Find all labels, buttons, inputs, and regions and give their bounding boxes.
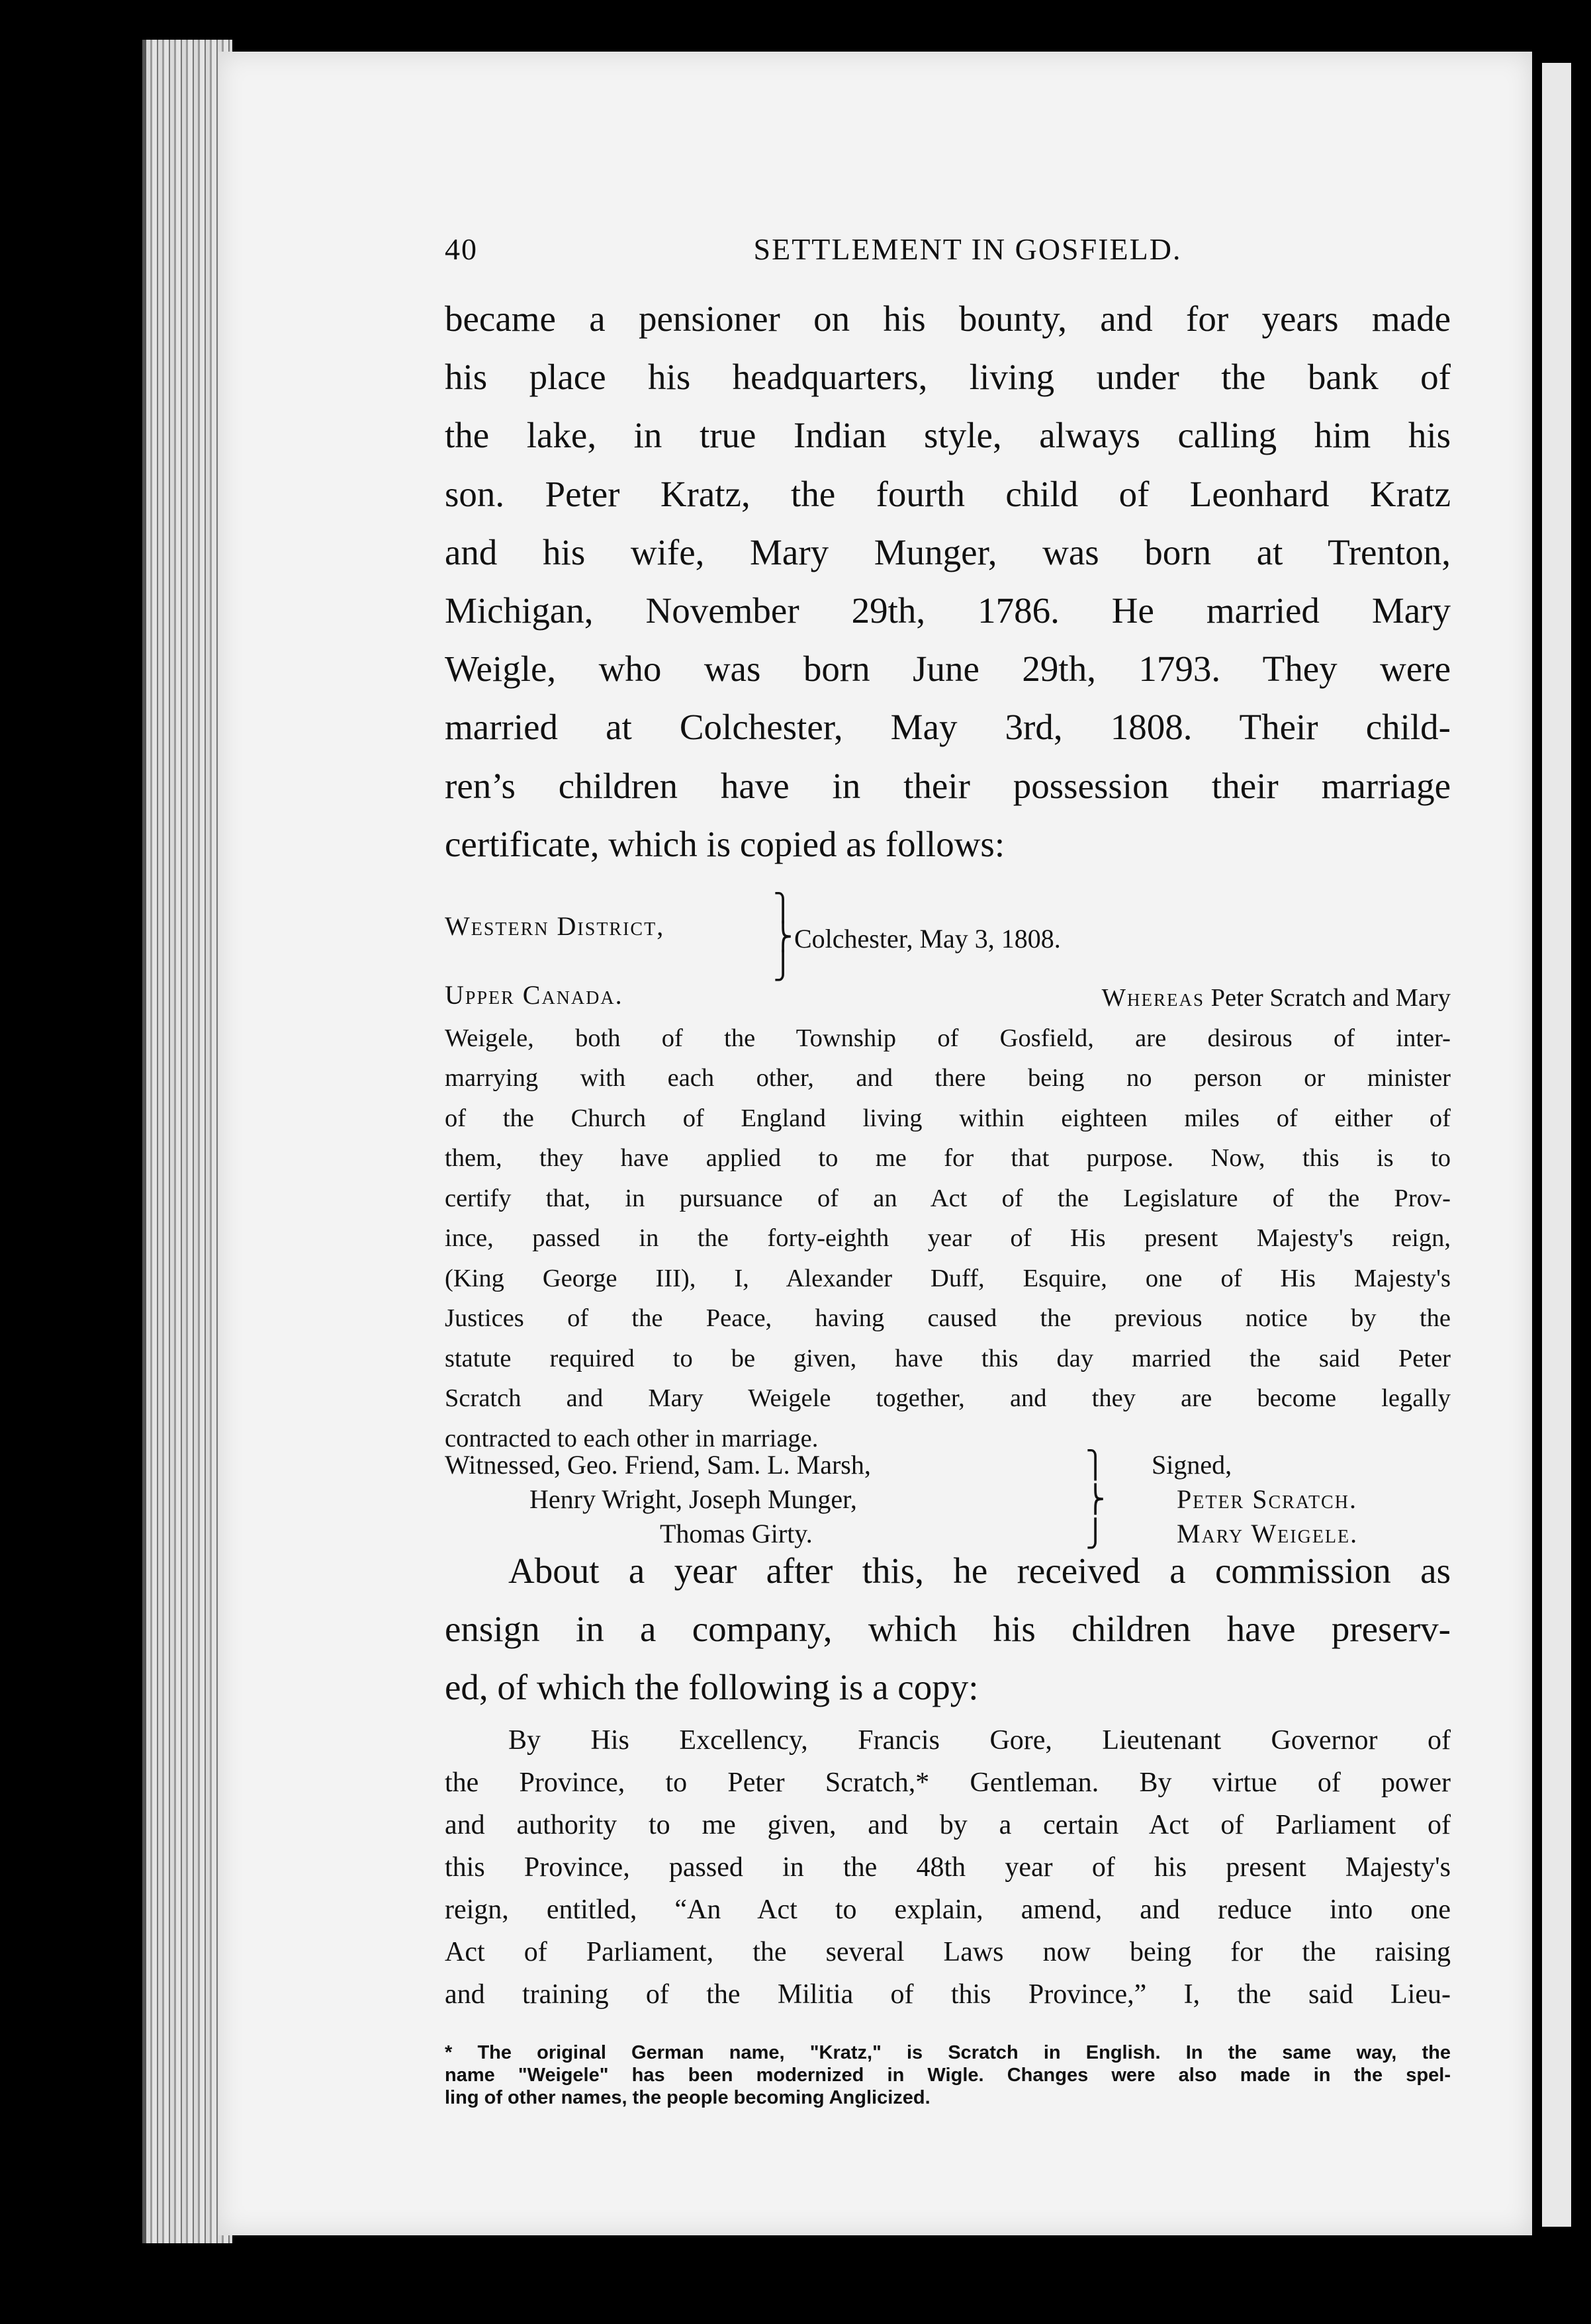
text-line: and training of the Militia of this Province,” I, the said Lieu-	[445, 1979, 1451, 2010]
certificate-opening-line	[445, 978, 1451, 1018]
text-line: By His Excellency, Francis Gore, Lieutenant Governor of	[508, 1725, 1451, 1756]
certificate-province: Upper Canada.	[445, 980, 623, 1010]
text-line: (King George III), I, Alexander Duff, Esquire, one of His Majesty's	[445, 1264, 1451, 1292]
text-line: Michigan, November 29th, 1786. He married Mary	[445, 590, 1451, 631]
running-header	[445, 232, 1464, 267]
text-line: marrying with each other, and there being no person or minister	[445, 1064, 1451, 1092]
signature-brace: ⎫ ⎬ ⎭	[1085, 1450, 1105, 1548]
witness-line: Thomas Girty.	[660, 1519, 813, 1548]
text-line: son. Peter Kratz, the fourth child of Leonhard Kratz	[445, 473, 1451, 514]
certificate-place-date: Colchester, May 3, 1808.	[794, 924, 1061, 954]
facing-page-edge	[1542, 63, 1571, 2227]
footnote	[445, 2041, 1451, 2109]
text-line: About a year after this, he received a commission as	[508, 1550, 1451, 1591]
address-brace: ⎫ ⎬ ⎭	[773, 893, 793, 981]
page-number: 40	[445, 232, 478, 266]
witness-line: Henry Wright, Joseph Munger,	[529, 1484, 857, 1514]
text-line: Justices of the Peace, having caused the previous notice by the	[445, 1304, 1451, 1332]
text-line: contracted to each other in marriage.	[445, 1424, 819, 1452]
signer-mary: Mary Weigele.	[1177, 1519, 1359, 1548]
footnote-line: * The original German name, "Kratz," is Scratch in English. In the same way, the	[445, 2042, 1451, 2063]
text-line: Weigle, who was born June 29th, 1793. They were	[445, 648, 1451, 690]
text-line: and authority to me given, and by a certain Act of Parliament of	[445, 1810, 1451, 1840]
text-line: Scratch and Mary Weigele together, and they are become legally	[445, 1384, 1451, 1412]
text-line: ensign in a company, which his children have preserv-	[445, 1609, 1451, 1650]
text-line: ince, passed in the forty-eighth year of His present Majesty's reign,	[445, 1224, 1451, 1252]
text-line: statute required to be given, have this day married the said Peter	[445, 1344, 1451, 1372]
narrative-paragraph	[445, 290, 1451, 873]
certificate-district: Western District,	[445, 911, 665, 941]
text-line: ed, of which the following is a copy:	[445, 1667, 979, 1708]
whereas-word: Whereas	[1101, 984, 1205, 1012]
commission-text	[445, 1719, 1451, 2016]
text-line: certificate, which is copied as follows:	[445, 823, 1005, 864]
text-line: the Province, to Peter Scratch,* Gentleman. By virtue of power	[445, 1767, 1451, 1798]
text-line: and his wife, Mary Munger, was born at Trenton,	[445, 531, 1451, 572]
text-line: them, they have applied to me for that purpose. Now, this is to	[445, 1144, 1451, 1172]
witness-list	[445, 1448, 1100, 1551]
text-line: of the Church of England living within eighteen miles of either of	[445, 1104, 1451, 1132]
text-line: ren’s children have in their possession their marriage	[445, 765, 1451, 806]
text-line: his place his headquarters, living under the bank of	[445, 357, 1451, 398]
signer-peter: Peter Scratch.	[1177, 1484, 1357, 1514]
signers	[1152, 1448, 1451, 1551]
text-line: married at Colchester, May 3rd, 1808. Their child-	[445, 707, 1451, 748]
signed-label: Signed,	[1152, 1450, 1232, 1480]
text-line: the lake, in true Indian style, always calling him his	[445, 415, 1451, 456]
witness-line: Witnessed, Geo. Friend, Sam. L. Marsh,	[445, 1450, 871, 1480]
opening-line-rest: Peter Scratch and Mary	[1210, 984, 1451, 1012]
text-line: Weigele, both of the Township of Gosfield, are desirous of inter-	[445, 1024, 1451, 1052]
text-line: Act of Parliament, the several Laws now being for the raising	[445, 1937, 1451, 1967]
footnote-line: ling of other names, the people becoming Anglicized.	[445, 2087, 931, 2108]
text-line: certify that, in pursuance of an Act of the Legislature of the Prov-	[445, 1184, 1451, 1212]
text-line: became a pensioner on his bounty, and for years made	[445, 298, 1451, 339]
running-title: SETTLEMENT IN GOSFIELD.	[753, 232, 1182, 266]
certificate-body	[445, 978, 1451, 1458]
footnote-line: name "Weigele" has been modernized in Wigle. Changes were also made in the spel-	[445, 2065, 1451, 2086]
text-line: this Province, passed in the 48th year of his present Majesty's	[445, 1852, 1451, 1883]
text-line: reign, entitled, “An Act to explain, amend, and reduce into one	[445, 1895, 1451, 1925]
commission-intro-paragraph	[445, 1542, 1451, 1717]
